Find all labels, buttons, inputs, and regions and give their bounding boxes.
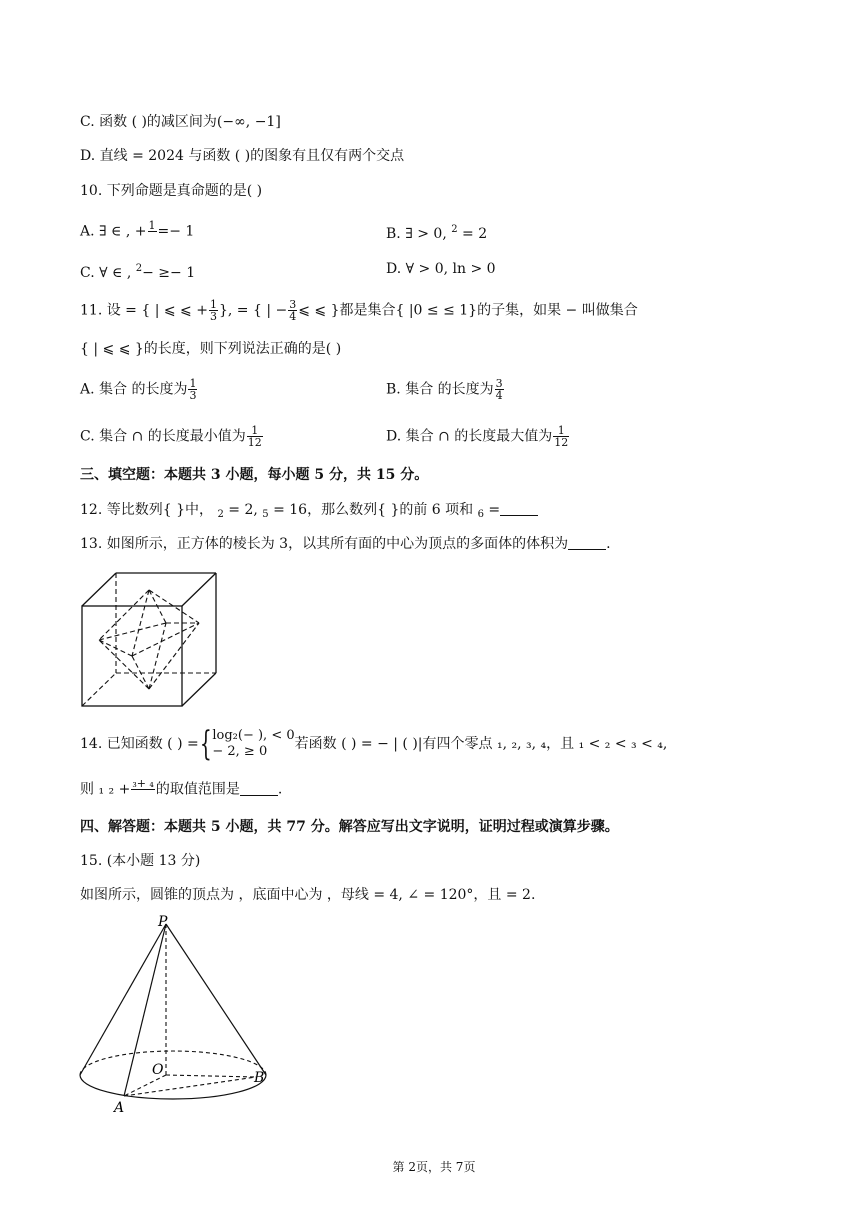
fraction (188, 378, 197, 401)
fraction (209, 299, 218, 322)
fraction (495, 378, 504, 401)
option-11d-pre: D. 集合 ∩ 的长度最大值为 (386, 428, 553, 445)
answer-blank (568, 535, 606, 550)
option-10c-post: − ≥− 1 (142, 265, 196, 281)
fraction-den: 12 (247, 436, 262, 449)
q14-pre: 14. 已知函数 ( ) = (80, 736, 199, 752)
question-11 (80, 299, 638, 322)
option-11a (80, 378, 198, 401)
option-11c (80, 425, 264, 448)
subscript: 2 (217, 509, 224, 520)
label-O: O (152, 1062, 164, 1078)
fraction-den (148, 232, 157, 243)
option-10a-pre: A. ∃ ∈ , + (80, 223, 147, 240)
subscript: 6 (477, 509, 484, 520)
q14-l2-post: 的取值范围是 (155, 781, 240, 798)
cone-figure (70, 912, 280, 1117)
option-10b-post: = 2 (457, 226, 488, 242)
label-B: B (254, 1070, 265, 1086)
option-10d: D. ∀ > 0, ln > 0 (386, 261, 496, 277)
question-12 (80, 500, 538, 525)
answer-blank (500, 501, 538, 516)
q11-mid: }, = { | − (218, 302, 288, 319)
option-10b-pre: B. ∃ > 0, (386, 226, 452, 242)
cube-octahedron-figure (76, 568, 226, 713)
q14-l2-pre: 则 ₁ ₂ + (80, 781, 131, 798)
section-4-heading: 四、解答题：本题共 5 小题，共 77 分。解答应写出文字说明，证明过程或演算步骤。 (80, 819, 619, 835)
q11-post: ⩽ ⩽ }都是集合{ |0 ≤ ≤ 1}的子集，如果 − 叫做集合 (298, 302, 638, 319)
option-11b-pre: B. 集合 的长度为 (386, 381, 494, 398)
label-P: P (158, 914, 168, 930)
q12-post: = (483, 502, 501, 518)
option-11a-pre: A. 集合 的长度为 (80, 381, 188, 398)
fraction-den: 3 (189, 389, 197, 402)
option-9c: C. 函数 ( )的减区间为(−∞, −1] (80, 114, 281, 130)
fraction-num: 3 (289, 298, 297, 311)
fraction-num: 1 (189, 377, 197, 390)
option-10a (80, 220, 194, 243)
fraction (131, 778, 155, 801)
piecewise-row-2: − 2, ≥ 0 (212, 744, 268, 759)
fraction-num: 1 (209, 298, 217, 311)
fraction (553, 425, 569, 448)
option-10b (386, 220, 487, 244)
option-10c-pre: C. ∀ ∈ , (80, 265, 136, 281)
question-13 (80, 534, 611, 554)
fraction (288, 299, 297, 322)
q13-text: 13. 如图所示，正方体的棱长为 3，以其所有面的中心为顶点的多面体的体积为 (80, 536, 569, 552)
question-14-line2 (80, 778, 282, 801)
fraction-num: 1 (553, 425, 569, 437)
option-11b (386, 378, 505, 401)
section-3-heading: 三、填空题：本题共 3 小题，每小题 5 分，共 15 分。 (80, 467, 429, 483)
question-14 (80, 724, 668, 764)
q14-post: 若函数 ( ) = − | ( )|有四个零点 ₁, ₂, ₃, ₄，且 ₁ < ₂ < ₃ < ₄, (294, 736, 668, 752)
q13-end: . (606, 536, 611, 552)
fraction (247, 425, 263, 448)
answer-blank (240, 781, 278, 796)
fraction (148, 220, 157, 243)
option-10a-post: =− 1 (157, 223, 195, 240)
left-brace: { (199, 724, 212, 764)
q12-mid2: = 16，那么数列{ }的前 6 项和 (268, 502, 478, 518)
fraction-den (131, 790, 155, 801)
page-footer: 第 2页，共 7页 (392, 1160, 476, 1174)
fraction-den: 4 (495, 389, 503, 402)
fraction-num: 1 (148, 219, 156, 232)
superscript: 2 (451, 224, 458, 235)
question-15-header: 15. (本小题 13 分) (80, 853, 201, 869)
subscript: 5 (262, 509, 269, 520)
question-15-text: 如图所示，圆锥的顶点为 ，底面中心为 ，母线 = 4, ∠ = 120°，且 = 2. (80, 887, 536, 903)
q12-mid: = 2, (223, 502, 263, 518)
piecewise-row-1: log₂(− ), < 0 (212, 728, 295, 743)
option-11d (386, 425, 570, 448)
superscript: 2 (135, 263, 143, 274)
label-A: A (114, 1100, 125, 1116)
fraction-den: 3 (209, 310, 217, 323)
question-11-line2: { | ⩽ ⩽ }的长度，则下列说法正确的是( ) (80, 341, 342, 357)
option-11c-pre: C. 集合 ∩ 的长度最小值为 (80, 428, 246, 445)
fraction-den: 12 (554, 436, 569, 449)
q11-pre: 11. 设 = { | ⩽ ⩽ + (80, 302, 208, 319)
q14-end: . (277, 781, 283, 798)
fraction-num: 1 (247, 425, 263, 437)
fraction-num: ₃+ ₄ (132, 777, 154, 790)
option-10c (80, 259, 195, 283)
question-10: 10. 下列命题是真命题的是( ) (80, 183, 263, 199)
fraction-num: 3 (495, 377, 503, 390)
q12-pre: 12. 等比数列{ }中， (80, 502, 218, 518)
piecewise (212, 728, 294, 760)
option-9d: D. 直线 = 2024 与函数 ( )的图象有且仅有两个交点 (80, 148, 405, 164)
fraction-den: 4 (289, 310, 297, 323)
